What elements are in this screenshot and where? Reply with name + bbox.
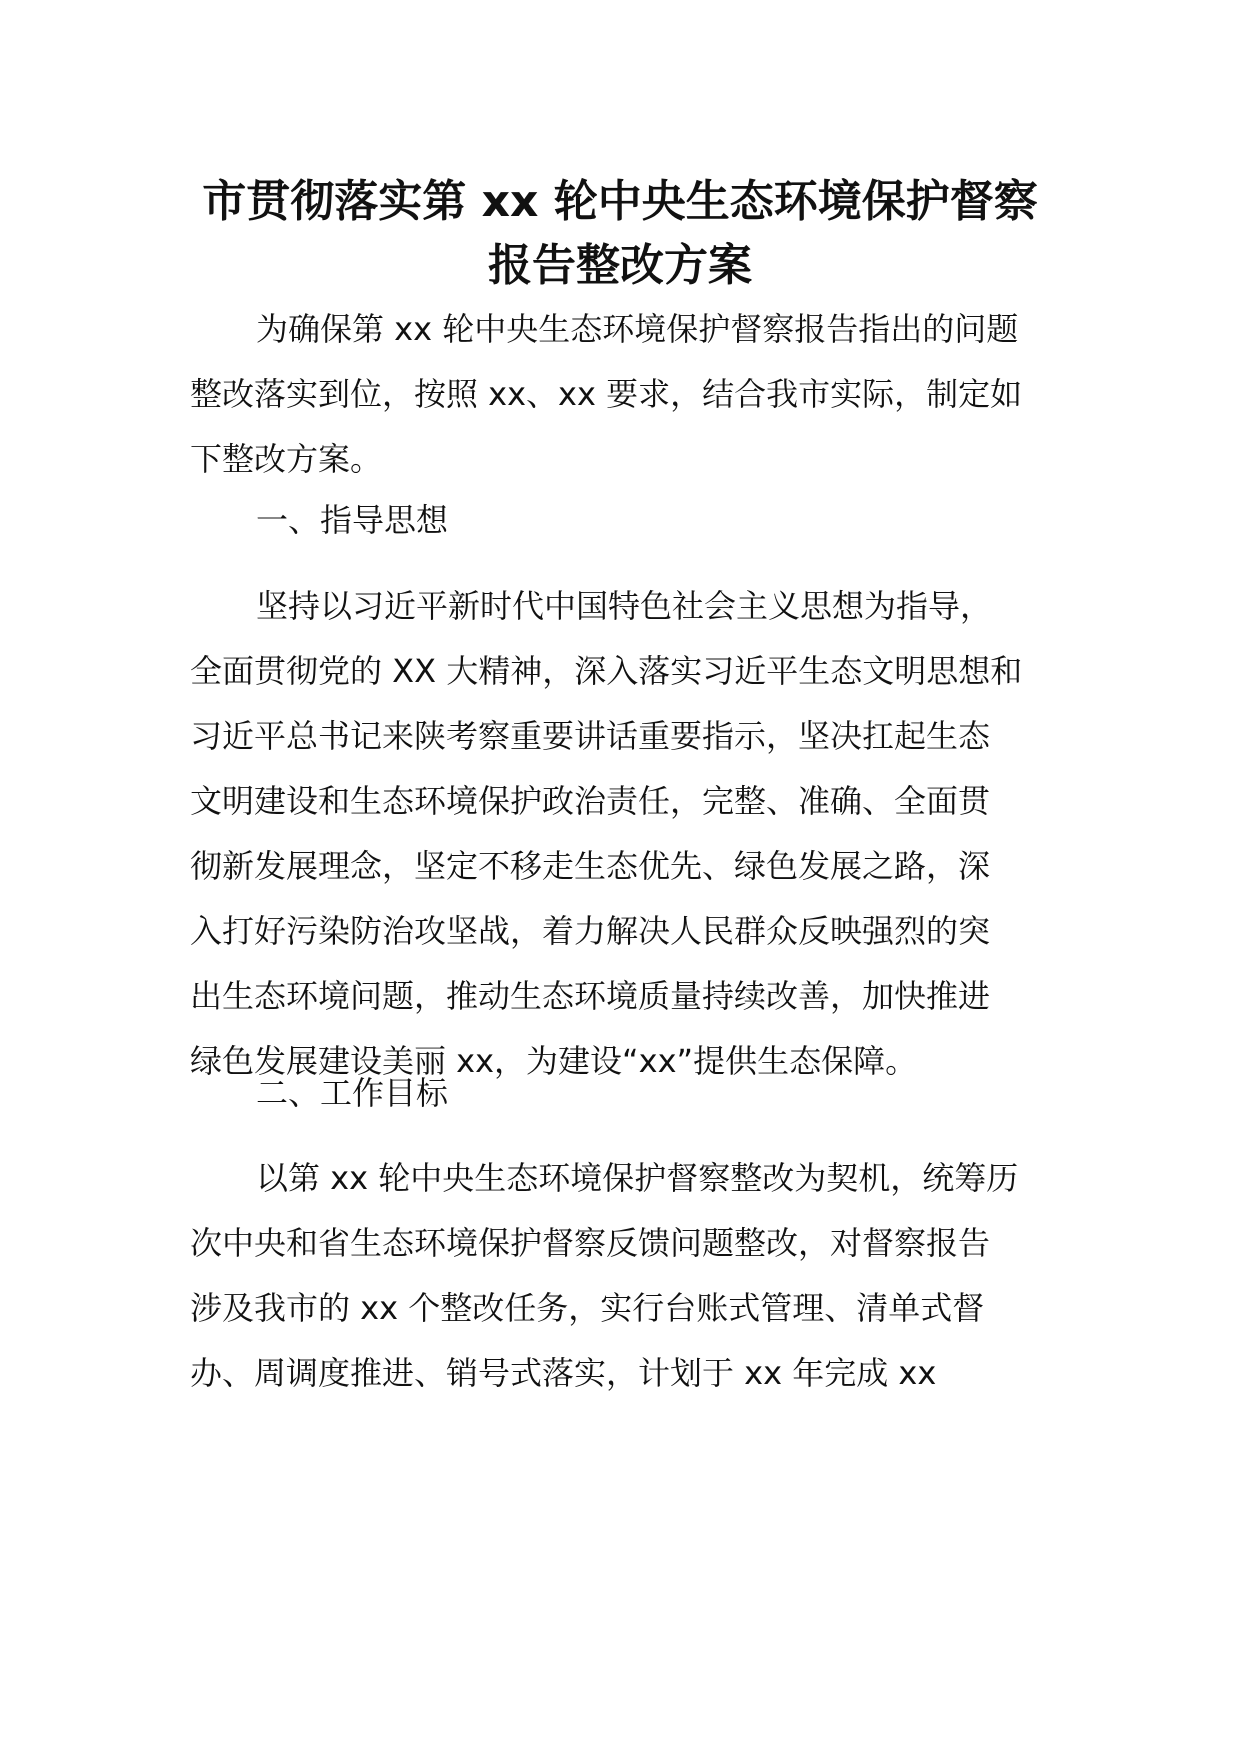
section-1-line: 全面贯彻党的 XX 大精神，深入落实习近平生态文明思想和	[190, 652, 1023, 690]
section-1-line: 入打好污染防治攻坚战，着力解决人民群众反映强烈的突	[190, 912, 991, 950]
title-line-1: 市贯彻落实第 xx 轮中央生态环境保护督察	[202, 176, 1038, 227]
section-1-line: 彻新发展理念，坚定不移走生态优先、绿色发展之路，深	[190, 847, 991, 885]
intro-line: 为确保第 xx 轮中央生态环境保护督察报告指出的问题	[256, 310, 1019, 348]
document-title	[0, 170, 1240, 298]
section-2-line: 以第 xx 轮中央生态环境保护督察整改为契机，统筹历	[256, 1159, 1019, 1197]
section-1-line: 坚持以习近平新时代中国特色社会主义思想为指导，	[256, 587, 993, 625]
title-line-2: 报告整改方案	[488, 240, 752, 291]
section-1-line: 文明建设和生态环境保护政治责任，完整、准确、全面贯	[190, 782, 991, 820]
intro-line: 整改落实到位，按照 xx、xx 要求，结合我市实际，制定如	[190, 375, 1023, 413]
section-heading-2: 二、工作目标	[256, 1074, 449, 1112]
intro-paragraph	[190, 297, 1050, 492]
section-2-line: 次中央和省生态环境保护督察反馈问题整改，对督察报告	[190, 1224, 991, 1262]
section-1-line: 习近平总书记来陕考察重要讲话重要指示，坚决扛起生态	[190, 717, 991, 755]
section-2-line: 办、周调度推进、销号式落实，计划于 xx 年完成 xx	[190, 1354, 937, 1392]
section-1-line: 出生态环境问题，推动生态环境质量持续改善，加快推进	[190, 977, 991, 1015]
section-heading-1: 一、指导思想	[256, 501, 449, 539]
section-2-paragraph	[190, 1146, 1050, 1406]
section-1-paragraph	[190, 574, 1050, 1094]
intro-line: 下整改方案。	[190, 440, 383, 478]
section-1-line: 绿色发展建设美丽 xx，为建设“xx”提供生态保障。	[190, 1042, 918, 1080]
section-2-line: 涉及我市的 xx 个整改任务，实行台账式管理、清单式督	[190, 1289, 985, 1327]
